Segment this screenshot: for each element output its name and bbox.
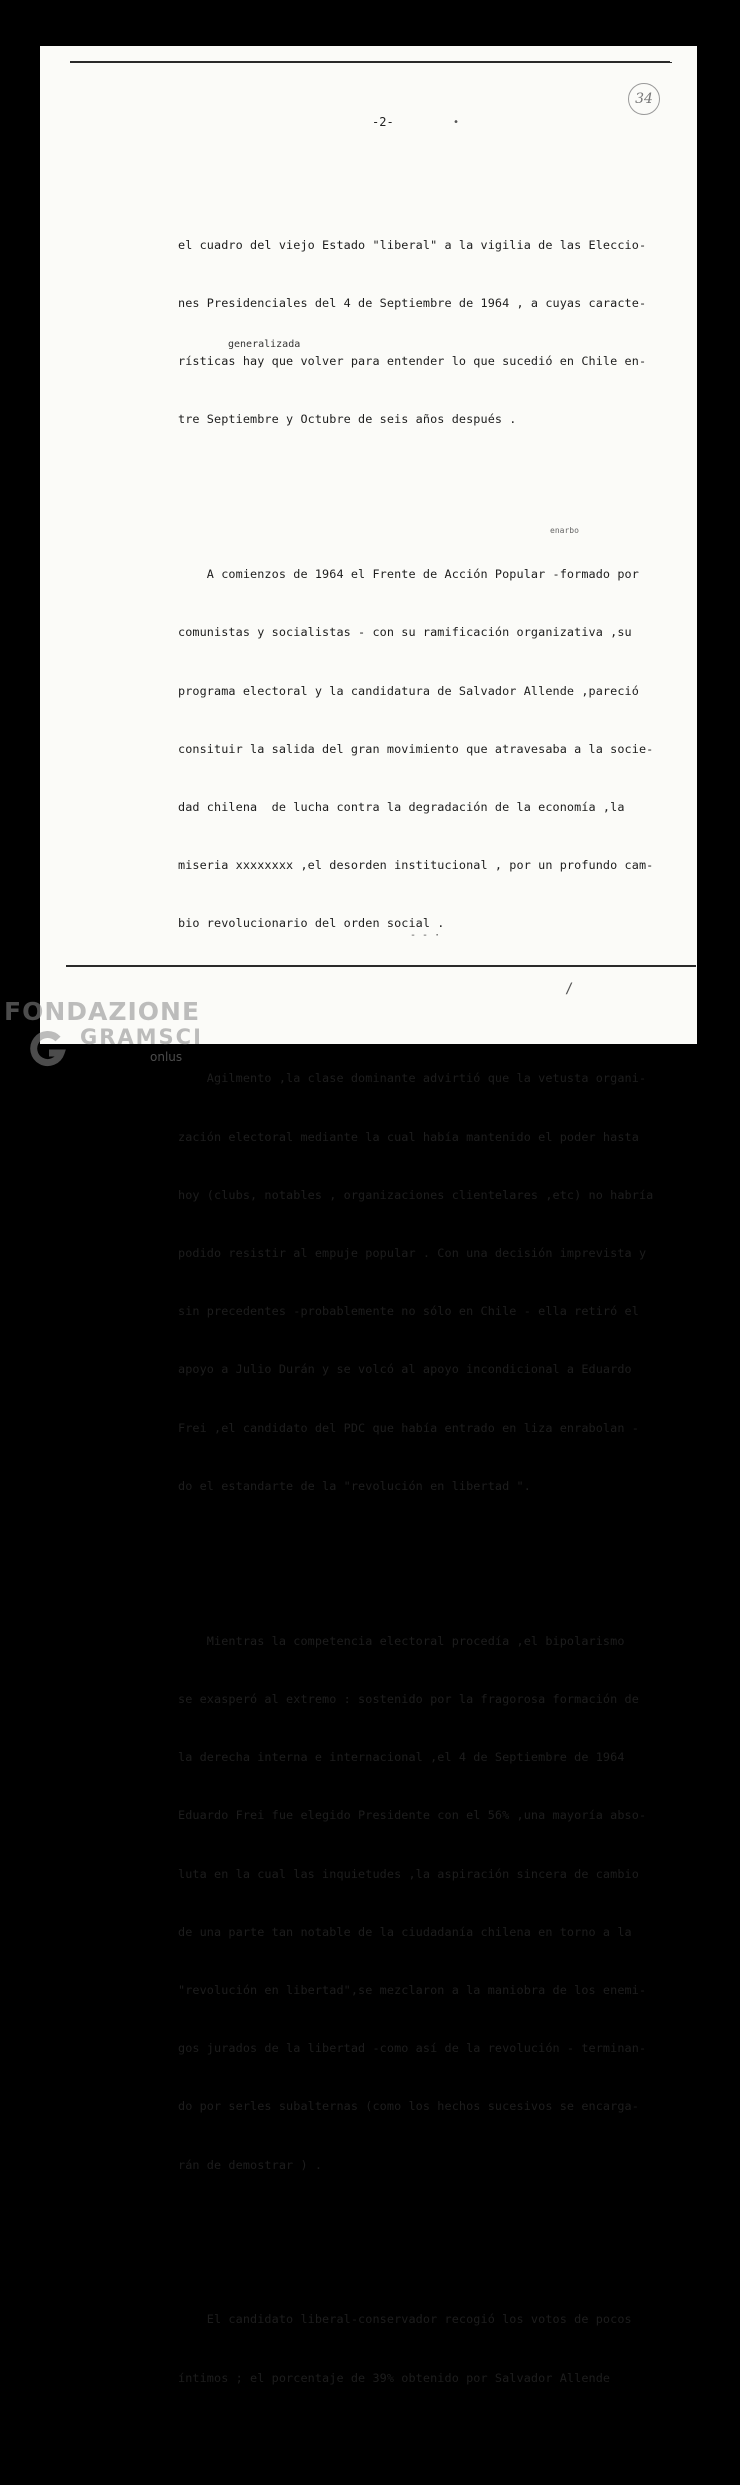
text-line: programa electoral y la candidatura de Salvador Allende ,pareció [178,683,639,698]
stray-mark: • [453,117,460,128]
text-line: dad chilena de lucha contra la degradación de la economía ,la [178,800,625,814]
text-line: el cuadro del viejo Estado "liberal" a la vigilia de las Eleccio- [178,237,647,252]
text-line: gos jurados de la libertad -como así de la revolución - terminan- [178,2041,647,2056]
watermark-line-3: onlus [150,1050,183,1064]
handwritten-insertion-enarbo: enarbo [550,526,579,535]
paragraph-2 [178,526,654,972]
text-line: do el estandarte de la "revolución en libertad ". [178,1478,531,1493]
text-line: miseria xxxxxxxx ,el desorden institucional , por un profundo cam- [178,858,654,873]
watermark-line-2: GRAMSCI [80,1025,203,1049]
watermark-line-1: FONDAZIONE [4,997,201,1026]
body-text [178,158,654,2485]
text-line: A comienzos de 1964 el Frente de Acción Popular -formado por [178,567,639,582]
paragraph-1 [178,197,648,469]
text-line: la derecha interna e internacional ,el 4 de Septiembre de 1964 [178,1750,625,1765]
stray-mark: - - · [410,930,441,941]
page-number: -2- [372,115,394,129]
text-line: luta en la cual las inquietudes ,la aspiración sincera de cambio [178,1866,639,1881]
text-line: nes Presidenciales del 4 de Septiembre de 1964 , a cuyas caracte- [178,295,647,310]
paragraph-5 [178,2272,648,2427]
stray-mark: / [565,981,574,997]
text-line: íntimos ; el porcentaje de 39% obtenido por Salvador Allende [178,2370,611,2385]
text-line: rísticas hay que volver para entender lo que sucedió en Chile en- [178,354,647,369]
gramsci-g-logo-icon [28,1029,68,1069]
bottom-rule [66,965,696,967]
text-line: Mientras la competencia electoral procedía ,el bipolarismo [178,1633,625,1648]
text-line: comunistas y socialistas - con su ramificación organizativa ,su [178,625,632,640]
text-line: "revolución en libertad",se mezclaron a la maniobra de los enemi- [178,1982,647,1997]
text-line: podido resistir al empuje popular . Con una decisión imprevista y [178,1245,647,1260]
text-line: de una parte tan notable de la ciudadanía chilena en torno a la [178,1924,632,1939]
paragraph-4 [178,1593,648,2214]
text-line: El candidato liberal-conservador recogió los votos de pocos [178,2312,632,2327]
handwritten-insertion-generalizada: generalizada [228,339,301,350]
text-line: Agilmento ,la clase dominante advirtió que la vetusta organi- [178,1071,647,1086]
top-rule-fragment [630,62,672,63]
text-line: do por serles subalternas (como los hechos sucesivos se encarga- [178,2099,639,2114]
text-line: consituir la salida del gran movimiento que atravesaba a la socie- [178,741,654,756]
text-line: hoy (clubs, notables , organizaciones clientelares ,etc) no habría [178,1187,654,1202]
text-line: Frei ,el candidato del PDC que había entrado en liza enrabolan - [178,1420,639,1435]
text-line: apoyo a Julio Durán y se volcó al apoyo incondicional a Eduardo [178,1362,632,1377]
text-line: Eduardo Frei fue elegido Presidente con el 56% ,una mayoría abso- [178,1808,647,1823]
text-line: zación electoral mediante la cual había mantenido el poder hasta [178,1129,639,1144]
archive-page-stamp: 34 [628,83,660,115]
text-line: tre Septiembre y Octubre de seis años después . [178,412,517,427]
paragraph-3 [178,1030,654,1535]
text-line: rán de demostrar ) . [178,2157,323,2172]
top-rule [70,61,670,63]
text-line: se exasperó al extremo : sostenido por la fragorosa formación de [178,1691,639,1706]
text-line: bio revolucionario del orden social . [178,916,445,931]
text-line: sin precedentes -probablemente no sólo en Chile - ella retiró el [178,1304,639,1319]
